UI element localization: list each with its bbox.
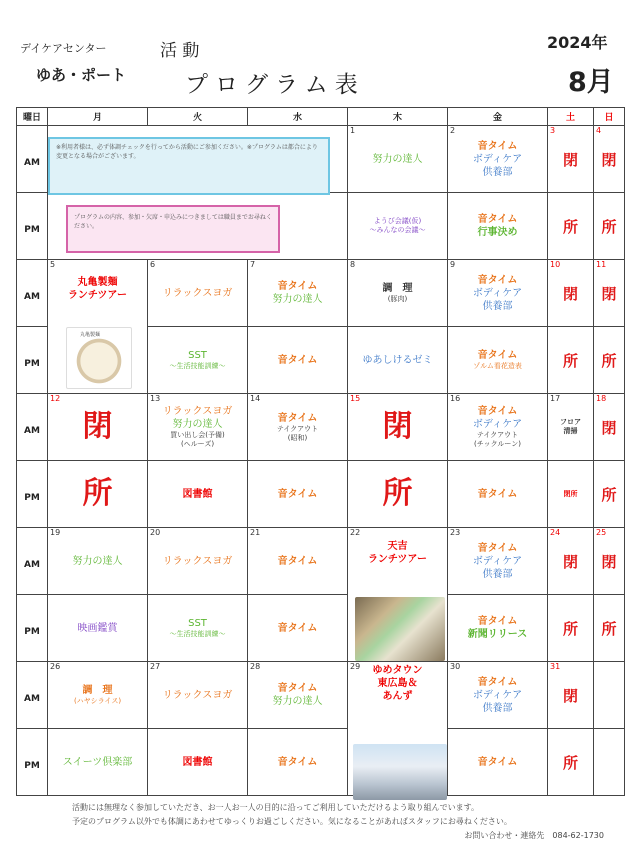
day-cell: 音タイム (248, 327, 348, 394)
mall-photo (353, 744, 447, 800)
day-cell: 22 天吉 ランチツアー (348, 528, 448, 662)
day-cell: 21 音タイム (248, 528, 348, 595)
day-cell: 23 音タイム ボディケア 供養部 (448, 528, 548, 595)
info-note-pink: プログラムの内容、参加・欠席・申込みにつきましては職員までお尋ねください。 (66, 205, 280, 253)
month-label: 8月 (568, 67, 614, 98)
day-cell: 27 リラックスヨガ (148, 662, 248, 729)
weekday-header: 木 (348, 108, 448, 126)
weekday-header: 曜日 (17, 108, 48, 126)
day-cell: 音タイム (448, 461, 548, 528)
weekday-header: 月 (48, 108, 148, 126)
week3-am-row (17, 394, 625, 461)
day-cell (594, 729, 625, 796)
info-note-blue: ※利用者様は、必ず体調チェックを行ってから活動にご参加ください。※プログラムは都合により変更となる場合がございます。 (48, 137, 330, 195)
day-cell: 15 閉 (348, 394, 448, 461)
weekday-header: 火 (148, 108, 248, 126)
contact-info: お問い合わせ・連絡先 084-62-1730 (464, 831, 604, 840)
week5-am-row (17, 662, 625, 729)
title-top: 活 動 (160, 41, 200, 61)
day-cell: 24 閉 (548, 528, 594, 595)
year-label: 2024年 (547, 33, 608, 52)
day-cell: 6 リラックスヨガ (148, 260, 248, 327)
weekday-header-row (17, 108, 625, 126)
am-label: AM (17, 394, 48, 461)
day-cell: 14 音タイム テイクアウト (昭和) (248, 394, 348, 461)
day-cell: スイーツ倶楽部 (48, 729, 148, 796)
day-cell: 音タイム (248, 729, 348, 796)
org-name: ゆあ・ポート (36, 66, 127, 84)
day-cell: 音タイム (448, 729, 548, 796)
day-cell: ようび会議(仮) 〜みんなの会議〜 (348, 193, 448, 260)
day-cell: 所 (594, 327, 625, 394)
day-cell: 8 調 理 (豚肉) (348, 260, 448, 327)
day-cell: 音タイム (248, 595, 348, 662)
day-cell: 31 閉 (548, 662, 594, 729)
footer-notes (72, 801, 632, 843)
day-cell: 16 音タイム ボディケア テイクアウト (チックルーン) (448, 394, 548, 461)
pm-label: PM (17, 461, 48, 528)
day-cell: 5 丸亀製麺 ランチツアー (48, 260, 148, 394)
day-cell: 7 音タイム 努力の達人 (248, 260, 348, 327)
am-label: AM (17, 662, 48, 729)
day-cell: 25 閉 (594, 528, 625, 595)
day-cell: 所 (348, 461, 448, 528)
day-cell: 図書館 (148, 729, 248, 796)
day-cell: 20 リラックスヨガ (148, 528, 248, 595)
weekday-header: 土 (548, 108, 594, 126)
am-label: AM (17, 260, 48, 327)
day-cell: 所 (594, 461, 625, 528)
page-header (0, 0, 640, 105)
weekday-header: 日 (594, 108, 625, 126)
day-cell: 音タイム (248, 461, 348, 528)
day-cell: 図書館 (148, 461, 248, 528)
weekday-header: 金 (448, 108, 548, 126)
week5-pm-row (17, 729, 625, 796)
day-cell: 音タイム ゾルム看花造表 (448, 327, 548, 394)
day-cell: 1 努力の達人 (348, 126, 448, 193)
pm-label: PM (17, 193, 48, 260)
pm-label: PM (17, 729, 48, 796)
day-cell: 所 (548, 729, 594, 796)
day-cell: 所 (48, 461, 148, 528)
day-cell: 3 閉 (548, 126, 594, 193)
day-cell: 18 閉 (594, 394, 625, 461)
day-cell: 26 調 理 (ハヤシライス) (48, 662, 148, 729)
day-cell: 29 ゆめタウン 東広島＆ あんず (348, 662, 448, 796)
day-cell: 2 音タイム ボディケア 供養部 (448, 126, 548, 193)
day-cell: 12 閉 (48, 394, 148, 461)
day-cell: ゆあしけるゼミ (348, 327, 448, 394)
am-label: AM (17, 528, 48, 595)
week4-am-row (17, 528, 625, 595)
day-cell: 28 音タイム 努力の達人 (248, 662, 348, 729)
day-cell: SST 〜生活技能訓練〜 (148, 327, 248, 394)
day-cell: 17 フロア 清掃 (548, 394, 594, 461)
day-cell: 13 リラックスヨガ 努力の達人 買い出し会(予備) (ヘルーズ) (148, 394, 248, 461)
day-cell: SST 〜生活技能訓練〜 (148, 595, 248, 662)
day-cell: 所 (548, 327, 594, 394)
week3-pm-row (17, 461, 625, 528)
day-cell: 閉所 (548, 461, 594, 528)
week4-pm-row (17, 595, 625, 662)
day-cell: 映画鑑賞 (48, 595, 148, 662)
footer-line-1: 活動には無理なく参加していただき、お一人お一人の目的に沿ってご利用していただけるよう取り組んでいます。 (72, 803, 480, 812)
day-cell: 所 (594, 193, 625, 260)
day-cell: 9 音タイム ボディケア 供養部 (448, 260, 548, 327)
day-cell: 30 音タイム ボディケア 供養部 (448, 662, 548, 729)
day-cell: 所 (548, 595, 594, 662)
day-cell: 11 閉 (594, 260, 625, 327)
page-title: プログラム表 (185, 72, 365, 98)
org-subtitle: デイケアセンター (20, 42, 107, 55)
weekday-header: 水 (248, 108, 348, 126)
lunch-photo (355, 597, 445, 661)
day-cell: 所 (548, 193, 594, 260)
pm-label: PM (17, 327, 48, 394)
day-cell: 音タイム 行事決め (448, 193, 548, 260)
day-cell: 10 閉 (548, 260, 594, 327)
footer-line-2: 予定のプログラム以外でも体調にあわせてゆっくりお過ごしください。気になることがあればスタッフにお尋ねください。 (72, 817, 512, 826)
day-cell: 19 努力の達人 (48, 528, 148, 595)
week2-am-row (17, 260, 625, 327)
day-cell: 所 (594, 595, 625, 662)
pm-label: PM (17, 595, 48, 662)
day-cell: 音タイム 新聞リリース (448, 595, 548, 662)
ramen-photo-label: 丸亀製麺 (80, 332, 101, 338)
day-cell (594, 662, 625, 729)
am-label: AM (17, 126, 48, 193)
day-cell: 4 閉 (594, 126, 625, 193)
